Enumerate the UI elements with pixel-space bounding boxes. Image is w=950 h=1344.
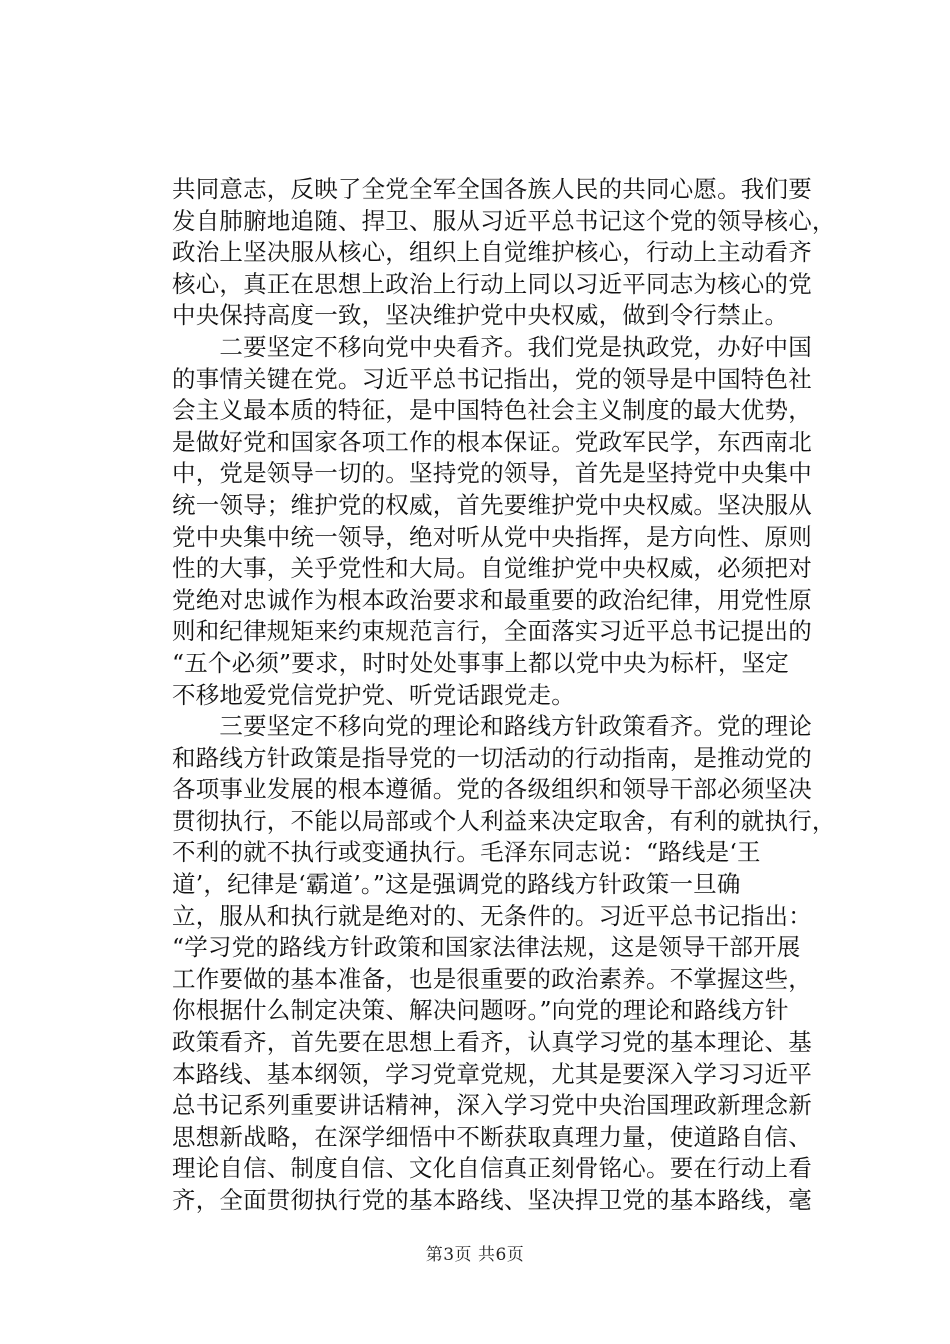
text-line: 中央保持高度一致，坚决维护党中央权威，做到令行禁止。 — [172, 301, 789, 330]
text-line: 党绝对忠诚作为根本政治要求和最重要的政治纪律，用党性原 — [172, 585, 812, 614]
text-line: 思想新战略，在深学细悟中不断获取真理力量，使道路自信、 — [172, 1122, 812, 1151]
text-line: 和路线方针政策是指导党的一切活动的行动指南，是推动党的 — [172, 743, 812, 772]
text-line: 性的大事，关乎党性和大局。自觉维护党中央权威，必须把对 — [172, 554, 812, 583]
text-line: 各项事业发展的根本遵循。党的各级组织和领导干部必须坚决 — [172, 775, 812, 804]
text-line: 不移地爱党信党护党、听党话跟党走。 — [172, 680, 575, 709]
text-line: 政治上坚决服从核心，组织上自觉维护核心，行动上主动看齐 — [172, 238, 812, 267]
text-line: 会主义最本质的特征，是中国特色社会主义制度的最大优势， — [172, 396, 812, 425]
text-line: 统一领导；维护党的权威，首先要维护党中央权威。坚决服从 — [172, 490, 812, 519]
page-number-footer: 第3页 共6页 — [425, 1245, 525, 1265]
text-line: 理论自信、制度自信、文化自信真正刻骨铭心。要在行动上看 — [172, 1154, 812, 1183]
text-line: 总书记系列重要讲话精神，深入学习党中央治国理政新理念新 — [172, 1091, 812, 1120]
text-line: 的事情关键在党。习近平总书记指出，党的领导是中国特色社 — [172, 364, 812, 393]
text-line: 政策看齐，首先要在思想上看齐，认真学习党的基本理论、基 — [172, 1028, 812, 1057]
text-line: 共同意志，反映了全党全军全国各族人民的共同心愿。我们要 — [172, 175, 812, 203]
document-body — [172, 174, 836, 1217]
text-line: 党中央集中统一领导，绝对听从党中央指挥，是方向性、原则 — [172, 522, 812, 551]
text-line: 齐，全面贯彻执行党的基本路线、坚决捍卫党的基本路线，毫 — [172, 1186, 812, 1214]
text-line: “学习党的路线方针政策和国家法律法规，这是领导干部开展 — [172, 933, 801, 962]
text-line: 不利的就不执行或变通执行。毛泽东同志说：“路线是‘王 — [172, 838, 761, 867]
text-line: 你根据什么制定决策、解决问题呀。”向党的理论和路线方针 — [172, 996, 789, 1025]
text-line: 贯彻执行，不能以局部或个人利益来决定取舍，有利的就执行， — [172, 806, 836, 835]
text-line: 核心，真正在思想上政治上行动上同以习近平同志为核心的党 — [172, 269, 812, 298]
text-line: 三要坚定不移向党的理论和路线方针政策看齐。党的理论 — [172, 712, 812, 741]
text-line: 则和纪律规矩来约束规范言行，全面落实习近平总书记提出的 — [172, 617, 812, 646]
text-line: 中，党是领导一切的。坚持党的领导，首先是坚持党中央集中 — [172, 459, 812, 488]
text-line: 道’，纪律是‘霸道’。”这是强调党的路线方针政策一旦确 — [172, 870, 741, 899]
text-line: 立，服从和执行就是绝对的、无条件的。习近平总书记指出： — [172, 901, 812, 930]
text-line: 工作要做的基本准备，也是很重要的政治素养。不掌握这些， — [172, 964, 812, 993]
text-line: “五个必须”要求，时时处处事事上都以党中央为标杆，坚定 — [172, 648, 789, 677]
text-line: 是做好党和国家各项工作的根本保证。党政军民学，东西南北 — [172, 427, 812, 456]
text-line: 发自肺腑地追随、捍卫、服从习近平总书记这个党的领导核心， — [172, 206, 836, 235]
text-line: 本路线、基本纲领，学习党章党规，尤其是要深入学习习近平 — [172, 1059, 812, 1088]
text-line: 二要坚定不移向党中央看齐。我们党是执政党，办好中国 — [172, 332, 812, 361]
